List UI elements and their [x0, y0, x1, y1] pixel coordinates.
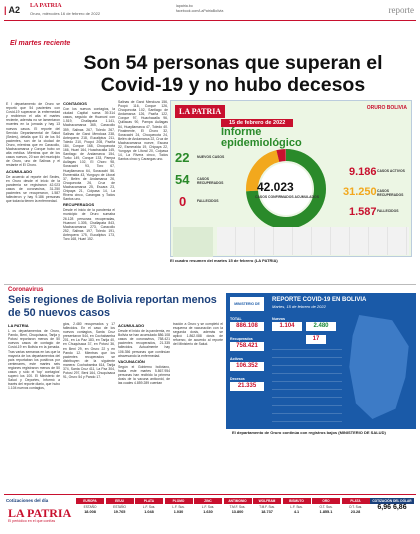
active-cases-number: 9.186 [349, 166, 377, 178]
article1-col1: E l departamento de Oruro se reportó que 54 pacientes con Covid-19 superaron la enfermedad y recibieron el alta el martes reciente, además no se lamentaron muertes en la jornada y hay 13 nuevos casos. El reporte del Servicio Departamental de Salud (Sedes), detalla que 51 de los 54 pacientes, son de la ciudad de Oruro, mientras que en Caracollo, Machacamarca y Corque hubo un alta médica. Mientras que de los casos nuevos, 20 son del municipio de Oruro, uno de Salinas y el restante el El Choro. ACUMULADO De acuerdo al reporte del Sedes, en Oruro desde el inicio de la pandemia se registraron 42.023 casos de coronavirus, 31.250 pacientes se recuperaron, 1.587 fallecieron y hay 9.186 personas que todavía tienen la enfermedad. [6, 102, 60, 204]
bolivia-map [346, 315, 412, 419]
contact-info: lapatria.bo facebook.com/LaPatriaBolivia [176, 4, 224, 13]
indicator-cell: PLATA O.T. Sus. 23.28 [342, 498, 370, 514]
discharged-label: CASOS RECUPERADOS [197, 177, 224, 185]
oruro-map [173, 227, 213, 257]
discharged-number: 54 [175, 172, 190, 187]
ministry-logo: MINISTERIO DE SALUD [230, 297, 264, 311]
indicator-cell: ZINC L.F. Sus. 1.630 [194, 498, 222, 514]
department-list [272, 349, 342, 423]
market-indicators [4, 494, 416, 530]
active-value: 106.352 [230, 362, 264, 371]
issue-date: Oruro, miércoles 16 de febrero de 2022 [30, 11, 101, 16]
new-cases-number: 22 [175, 150, 190, 165]
infographic-logo: LA PATRIA [175, 105, 225, 118]
article2-col4: tración a Oruro y se completó el esquema de vacunación con la segunda dosis, además se aplicó 1.862.088 dosis de refuerzo, de acuerdo al reporte del Ministerio de Salud. [173, 322, 223, 347]
total-label: TOTAL [230, 317, 242, 321]
article2-col3: ACUMULADO Desde el inicio de la pandemia, en Bolivia se han acumulado 886.108 casos de coronavirus, 758.421 pacientes recuperados, 21.335 fallecidos. Actualmente hay 106.356 personas que continúan atravesando la enfermedad. VACUNACIÓN Según el Gobierno boliviano, hasta este martes 5.867.954 personas han recibido la primera dosis de la vacuna anticovid, de las cuales 4.859.289 cuentan [118, 323, 170, 386]
municipality-table [217, 227, 409, 255]
deceased-label: FALLECIDOS [377, 209, 399, 213]
article2-col1: LA PATRIA L os departamentos de Oruro, Pando, Beni, Chuquisaca, Tarija y Potosí reportaron menos de 50 nuevos casos de contagio de Covid-19 en Bolivia en la jornada. Tras varias semanas en las que la mayoría de los departamentos del país reportaban los positivos por centenares, este martes seis regiones registraron menos de 50 casos y sólo el 'top' contagios' superó los 100. El Ministerio de Salud y Deportes, informó a través del reporte diario, que hubo 1.104 nuevos contagios, [8, 323, 60, 391]
article2-col2: gios, 2.480 recuperados y 17 fallecidos. En el caso de los nuevos contagios, Santa Cruz presentaron 544, en Cochabamba 201, en La Paz 183, en Tarija 40, en Chuquisaca 37, en Potosí 36, en Beni 29, en Oruro 22 y en Pando 12. Mientras que los pacientes recuperados se distribuyen de la siguiente manera: Cochabamba 614, Tarija 374, Santa Cruz 411, La Paz 304, Potosí 297, Beni 164, Chuquisaca 91, Oruro 54 y Pando 17. [63, 322, 115, 380]
deaths-label: Decesos [230, 377, 245, 381]
recovered-day-value: 2.480 [306, 322, 336, 331]
panel-title: REPORTE COVID-19 EN BOLIVIA [272, 297, 367, 303]
page-number: | A2 [4, 5, 21, 15]
section-divider [4, 284, 416, 285]
oruro-badge: ORURO BOLIVIA [366, 105, 407, 111]
indicator-cell: ANTIMONIO T.M.F. Sus. 13.800 [224, 498, 252, 514]
deaths-day-number: 0 [179, 194, 187, 209]
indicators-label: Cotizaciones del día [6, 498, 49, 503]
epidemiological-infographic [170, 100, 412, 257]
deceased-number: 1.587 [349, 206, 377, 218]
total-cases-label: CASOS CONFIRMADOS ACUMULADOS [255, 195, 319, 199]
total-cases-number: 42.023 [257, 180, 294, 194]
infographic-caption: El cuadro resumen del martes 15 de febrero (LA PATRIA) [170, 258, 278, 263]
bolivia-covid-panel [226, 293, 416, 429]
recovered-value: 758.421 [230, 342, 264, 351]
infographic-title: Informe epidemiológico [221, 126, 302, 149]
indicators-brand-sub: El periódico en el que confías [8, 519, 56, 523]
total-value: 886.108 [230, 322, 264, 331]
article2-headline: Seis regiones de Bolivia reportan menos de 50 nuevos casos [8, 294, 217, 319]
article1-col3: Salinas de Garci Mendoza 156, Poopó 116, Corque 126, Choquecota 102, Santiago de Andamarca 126, Pazña 122, Corque 97, Huachacalla 96, Quillacas 90, Pampa Aullagas 84, Huayllamarca 47, Toledo 40. Finalmente, El Choro 32, Soracachi 24, Choquecota 24, Belén de Andamarca 22, Cruz de Machacamarca nueve, Escara 22, Esmeralda 19, Chipaya 22, Yunguyo de Litoral 20, Coipasa 14, La Rivera cinco, Todos Santos cinco y Carangas uno. [118, 100, 168, 162]
recovered-label: Recuperados [230, 337, 253, 341]
dollar-rate: COTIZACIÓN DEL DÓLAR 6,96 6,86 [370, 498, 414, 511]
indicator-cell: EUROPA ESTAÑO 18.008 [76, 498, 104, 514]
indicators-brand: LA PATRIA [8, 506, 72, 520]
deaths-value: 21.335 [230, 382, 264, 391]
new-cases-label: Nuevos [272, 317, 285, 321]
active-cases-label: CASOS ACTIVOS [377, 169, 405, 173]
panel-caption: El departamento de Oruro continúa con registros bajos (MINISTERIO DE SALUD) [232, 430, 386, 435]
deaths-day-label: FALLECIDOS [197, 199, 219, 203]
indicator-cell: EEUU ESTAÑO 19.765 [106, 498, 134, 514]
deaths-day-value: 17 [306, 335, 326, 344]
article1-col2: CONTAGIOS Con los nuevos contagios, la ciudad Capital suma 39.314 casos, seguido de Huanuni con 1.519, Challapata 1.141, Machacamarca 365, Caracollo 359, Salinas 267, Toledo 267, Salinas de Garci Mendoza 238, Antequera 218, Eucaliptus 211, Toledo 210, Poopó 208, Pazña 184, Corque 168, Choquecota 166, Huari 164, Huachacalla 145, Santiago de Andamarca 154, Turko 149, Corque 133, Pampa Aullagas 102, El Choro 98, Soracachi 93, Toro 67, Huayllamarca 64, Soracachi 56. Esmeralda 43, Yunguyo de Litoral 37, Belén de Andamarca 26, Choquecota 26, Cruz de Machacamarca 25, Escara 23, Chipaya 21, Coipasa 14, La Rivera cinco, Carangas y Todos Santos uno. RECUPERADOS Desde el inicio de la pandemia el municipio de Oruro sumaba 26.128 personas recuperadas, Huanuni 1.305, Challapata 843, Machacamarca 273, Caracollo 252, Salinas 197, Toledo 191, Antequera 175, Eucaliptus 173, Toro 168, Huari 152. [63, 101, 115, 241]
section-label: reporte [388, 5, 414, 15]
recovered-label: CASOS RECUPERADOS [377, 189, 404, 197]
page-header [4, 3, 416, 21]
article1-kicker: El martes reciente [10, 40, 71, 47]
indicator-cell: ORO O.T. Sus. 1.855.1 [312, 498, 340, 514]
brand-logo: LA PATRIA [30, 3, 62, 9]
indicator-cell: PLOMO L.F. Sus. 1.030 [165, 498, 193, 514]
new-cases-label: NUEVOS CASOS [197, 155, 225, 159]
article2-kicker: Coronavirus [8, 287, 44, 293]
recovered-number: 31.250 [343, 186, 377, 198]
article1-headline: Son 54 personas que superan el Covid-19 y no hubo decesos [83, 52, 383, 96]
new-cases-value: 1.104 [272, 322, 302, 331]
indicator-cell: BISMUTO L.F. Sus. 4.1 [283, 498, 311, 514]
indicator-cell: PLATA L.F. Sus. 1.048 [135, 498, 163, 514]
panel-date: Martes, 15 de febrero de 2022 [272, 304, 326, 309]
indicator-cell: WOLFRAM T.M.F. Sus. 18.737 [253, 498, 281, 514]
active-label: Activos [230, 357, 243, 361]
infographic-date: 15 de febrero de 2022 [221, 119, 293, 127]
